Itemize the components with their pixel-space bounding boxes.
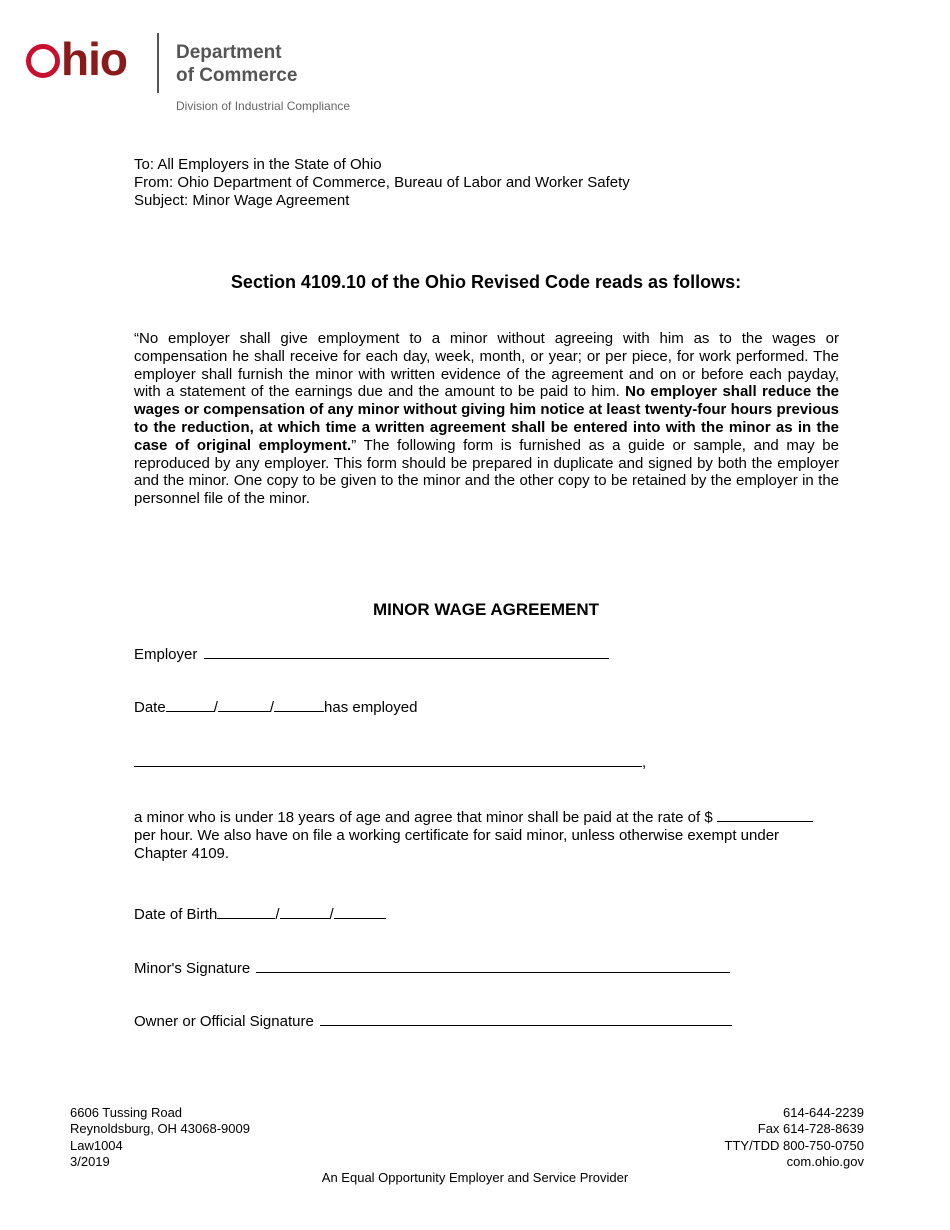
date-slash-1: / — [213, 699, 218, 716]
quote-part-1: “No employer shall give employment to a minor without agreeing with him as to the wages or compensation he shall receive for each day, week, month, or year; or per piece, for work performed. The employer shall furnish the minor with written evidence of the agreement and on or before each payday, with a statement of the earnings due and the amount to be paid to him. — [134, 330, 839, 401]
dob-row — [134, 904, 386, 923]
owner-signature-field[interactable] — [320, 1011, 732, 1026]
minor-name-row — [134, 752, 646, 771]
ohio-logo-text: hio — [61, 33, 127, 85]
memo-to: To: All Employers in the State of Ohio — [134, 156, 382, 173]
quote-paragraph — [134, 330, 839, 508]
minor-name-field[interactable] — [134, 752, 642, 767]
dept-line-2: of Commerce — [176, 65, 298, 86]
footer-contact — [725, 1105, 864, 1170]
rate-paragraph — [134, 808, 834, 863]
date-day-field[interactable] — [218, 697, 270, 712]
rate-text-1: a minor who is under 18 years of age and agree that minor shall be paid at the rate of $ — [134, 809, 713, 826]
form-title: MINOR WAGE AGREEMENT — [372, 600, 600, 619]
date-label: Date — [134, 699, 166, 716]
department-name — [176, 41, 297, 87]
footer-tty: TTY/TDD 800-750-0750 — [724, 1137, 864, 1153]
minor-signature-label: Minor's Signature — [134, 960, 251, 977]
dept-line-1: Department — [176, 42, 282, 63]
employer-label: Employer — [134, 646, 198, 663]
minor-signature-field[interactable] — [256, 958, 730, 973]
division-name: Division of Industrial Compliance — [176, 99, 351, 113]
footer-address-1: 6606 Tussing Road — [70, 1105, 183, 1120]
owner-signature-label: Owner or Official Signature — [134, 1013, 314, 1030]
owner-signature-row — [134, 1011, 732, 1030]
footer-revision: 3/2019 — [70, 1153, 110, 1169]
quote-part-2: ” The following form is furnished as a guide or sample, and may be reproduced by any employer. This form should be prepared in duplicate and signed by both the employer and the minor. One copy to be given to the minor and the other copy to be retained by the employer in the personnel file of the minor. — [134, 436, 839, 508]
hourly-rate-field[interactable] — [717, 808, 813, 822]
logo-divider — [157, 33, 159, 93]
date-row — [134, 697, 417, 716]
minor-signature-row — [134, 958, 730, 977]
footer-address-2: Reynoldsburg, OH 43068-9009 — [70, 1121, 250, 1137]
footer-address — [70, 1105, 250, 1170]
rate-text-2: per hour. We also have on file a working certificate for said minor, unless otherwise exempt under Chapter 4109. — [134, 827, 780, 862]
dob-slash-1: / — [275, 906, 280, 923]
date-slash-2: / — [269, 699, 275, 716]
footer-fax: Fax 614-728-8639 — [757, 1121, 864, 1137]
minor-name-comma: , — [642, 754, 647, 771]
section-heading: Section 4109.10 of the Ohio Revised Code reads as follows: — [230, 272, 742, 292]
ohio-o-ring-icon — [26, 44, 60, 78]
footer-website[interactable]: com.ohio.gov — [786, 1153, 864, 1169]
date-year-field[interactable] — [274, 697, 324, 712]
footer-equal-opportunity: An Equal Opportunity Employer and Service Provider — [321, 1170, 629, 1185]
ohio-logo — [26, 33, 127, 85]
dob-label: Date of Birth — [134, 906, 218, 923]
dob-year-field[interactable] — [334, 904, 386, 919]
memo-subject: Subject: Minor Wage Agreement — [134, 192, 350, 209]
memo-from: From: Ohio Department of Commerce, Bureau of Labor and Worker Safety — [134, 174, 630, 191]
footer-form-code: Law1004 — [70, 1137, 123, 1153]
dob-slash-2: / — [329, 906, 334, 923]
quote-bold: No employer shall reduce the wages or compensation of any minor without giving him notice at least twenty-four hours previous to the reduction, at which time a written agreement shall be entered into with the minor as in the case of original employment. — [134, 383, 839, 454]
date-month-field[interactable] — [166, 697, 214, 712]
has-employed-label: has employed — [324, 699, 418, 716]
footer-phone: 614-644-2239 — [783, 1105, 864, 1120]
employer-row — [134, 644, 609, 663]
dob-month-field[interactable] — [217, 904, 275, 919]
dob-day-field[interactable] — [280, 904, 330, 919]
employer-field[interactable] — [204, 644, 609, 659]
